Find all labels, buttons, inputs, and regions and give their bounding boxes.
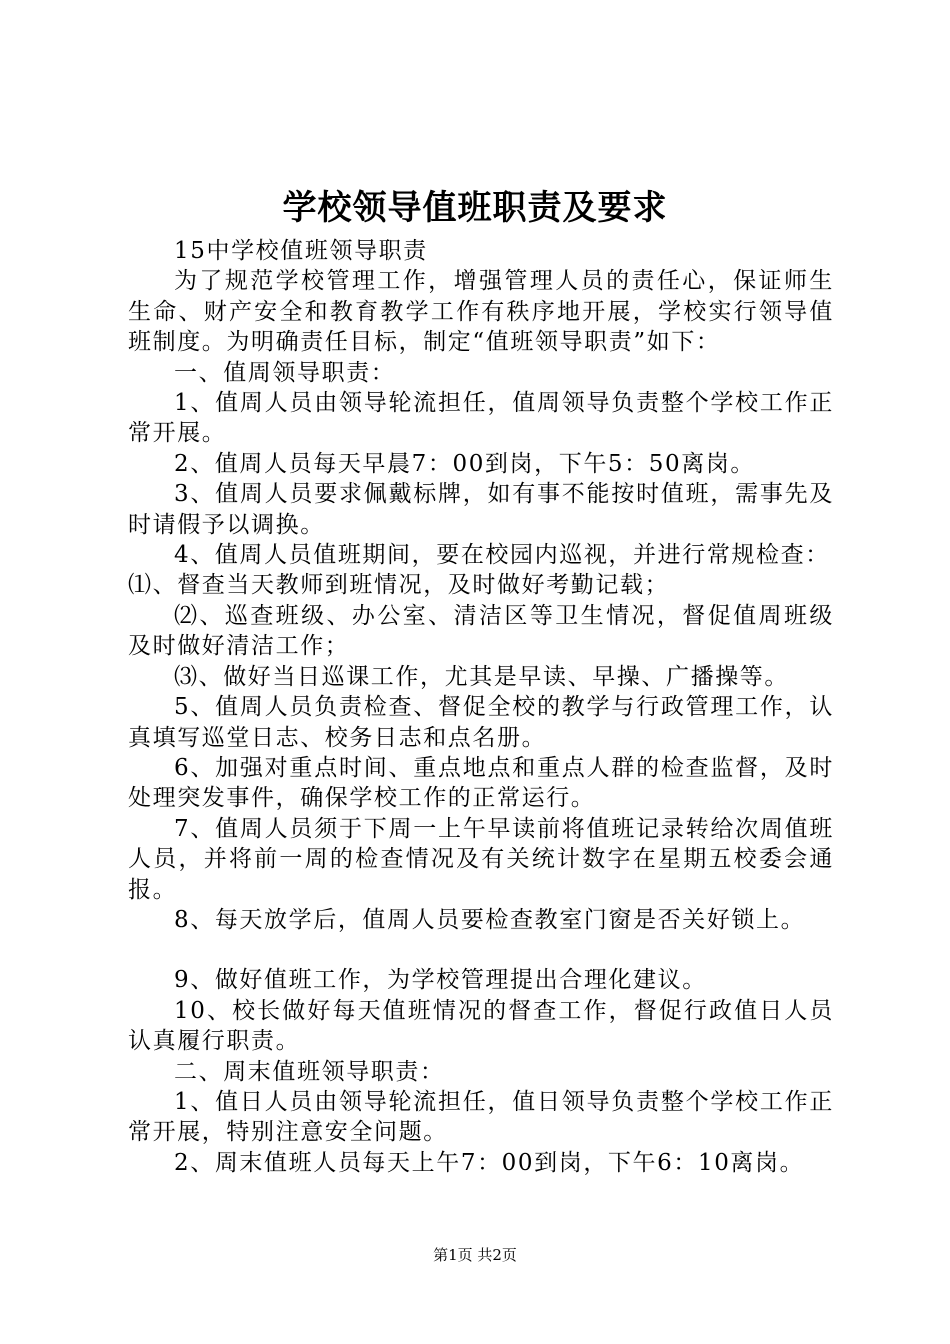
paragraph-item-8: 8、每天放学后，值周人员要检查教室门窗是否关好锁上。 [174,906,806,933]
paragraph-item-1: 1、值周人员由领导轮流担任，值周领导负责整个学校工作正常开展。 [128,390,834,447]
document-body [128,236,834,1178]
paragraph-item-3: 3、值周人员要求佩戴标牌，如有事不能按时值班，需事先及时请假予以调换。 [128,481,834,538]
paragraph-subtitle: 15中学校值班领导职责 [174,238,428,264]
paragraph-weekend-item-2: 2、周末值班人员每天上午7：00到岗，下午6：10离岗。 [174,1149,805,1176]
paragraph-item-10: 10、校长做好每天值班情况的督查工作，督促行政值日人员认真履行职责。 [128,997,834,1055]
paragraph-subitem-2: ⑵、巡查班级、办公室、清洁区等卫生情况，督促值周班级及时做好清洁工作； [128,602,834,660]
paragraph-subitem-3: ⑶、做好当日巡课工作，尤其是早读、早操、广播操等。 [174,663,789,690]
page-number-footer: 第1页 共2页 [433,1246,517,1264]
paragraph-item-6: 6、加强对重点时间、重点地点和重点人群的检查监督，及时处理突发事件，确保学校工作的正常运行。 [128,754,834,812]
paragraph-item-5: 5、值周人员负责检查、督促全校的教学与行政管理工作，认真填写巡堂日志、校务日志和点名册。 [128,694,834,751]
section-heading-weekend: 二、周末值班领导职责： [174,1058,445,1085]
paragraph-spacer [128,935,834,965]
paragraph-weekend-item-1: 1、值日人员由领导轮流担任，值日领导负责整个学校工作正常开展，特别注意安全问题。 [128,1088,834,1146]
paragraph-item-9: 9、做好值班工作，为学校管理提出合理化建议。 [174,967,707,994]
paragraph-item-2: 2、值周人员每天早晨7：00到岗，下午5：50离岗。 [174,450,756,477]
paragraph-item-7: 7、值周人员须于下周一上午早读前将值班记录转给次周值班人员，并将前一周的检查情况及有关统计数字在星期五校委会通报。 [128,815,834,903]
paragraph-item-4: 4、值周人员值班期间，要在校园内巡视，并进行常规检查： [174,542,830,569]
document-title: 学校领导值班职责及要求 [282,188,668,228]
paragraph-intro: 为了规范学校管理工作，增强管理人员的责任心，保证师生生命、财产安全和教育教学工作有秩序地开展，学校实行领导值班制度。为明确责任目标，制定“值班领导职责”如下： [128,268,834,356]
paragraph-subitem-1: ⑴、督查当天教师到班情况，及时做好考勤记载； [128,572,670,599]
section-heading-weekly: 一、值周领导职责： [174,359,396,386]
